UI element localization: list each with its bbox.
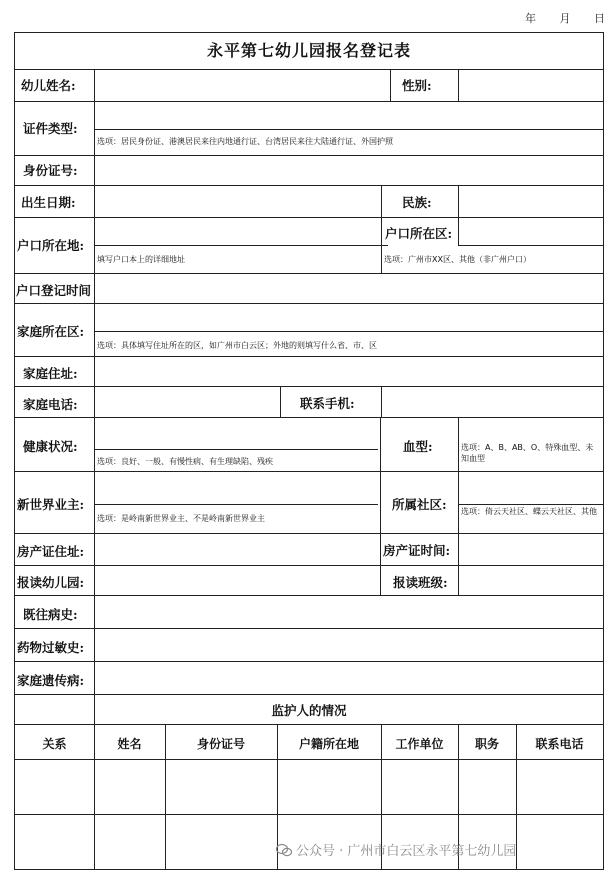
medical-history-label: 既往病史:: [23, 607, 78, 622]
guardian-col-position: 职务: [474, 737, 499, 751]
wechat-icon: [276, 843, 292, 857]
hukou-district-note: 选项：广州市XX区、其他（非广州户口）: [384, 255, 531, 264]
ethnicity-label: 民族:: [402, 195, 432, 210]
col-divider: [458, 533, 459, 595]
owner-label: 新世界业主:: [17, 497, 85, 512]
note-divider: [458, 245, 603, 246]
col-divider: [381, 386, 382, 417]
form-title: 永平第七幼儿园报名登记表: [206, 41, 411, 60]
row-divider: [15, 661, 603, 662]
col-divider: [94, 69, 95, 724]
col-divider: [458, 185, 459, 217]
guardian-col-employer: 工作单位: [395, 737, 444, 751]
owner-note: 选项：是岭南新世界业主、不是岭南新世界业主: [97, 514, 265, 523]
col-divider: [458, 417, 459, 471]
property-time-label: 房产证时间:: [383, 543, 451, 558]
watermark-text: 公众号 · 广州市白云区永平第七幼儿园: [296, 844, 517, 859]
hereditary-label: 家庭遗传病:: [17, 673, 85, 688]
guardian-col-id: 身份证号: [196, 737, 245, 751]
row-divider: [15, 759, 603, 760]
col-divider: [458, 217, 459, 245]
row-divider: [15, 471, 603, 472]
community-note: 选项：倚云天社区、蝶云天社区、其他: [461, 507, 597, 516]
row-divider: [15, 386, 603, 387]
row-divider: [15, 303, 603, 304]
hukou-reg-time-label: 户口登记时间: [16, 283, 92, 298]
health-label: 健康状况:: [23, 439, 78, 454]
row-divider: [15, 595, 603, 596]
drug-allergy-label: 药物过敏史:: [17, 640, 85, 655]
hukou-address-note: 填写户口本上的详细地址: [97, 255, 185, 264]
col-divider: [380, 471, 381, 533]
col-divider: [390, 69, 391, 101]
month-label: 月: [559, 12, 572, 25]
guardian-section-title: 监护人的情况: [271, 703, 347, 718]
col-divider: [380, 417, 381, 471]
guardian-col-relation: 关系: [42, 737, 67, 751]
note-divider: [94, 449, 378, 450]
gender-label: 性别:: [402, 78, 432, 93]
hukou-address-label: 户口所在地:: [17, 238, 85, 253]
home-address-label: 家庭住址:: [23, 366, 78, 381]
col-divider: [380, 533, 381, 595]
col-divider: [280, 386, 281, 417]
note-divider: [94, 504, 378, 505]
row-divider: [15, 217, 603, 218]
guardian-col-name: 姓名: [117, 737, 142, 751]
col-divider: [381, 185, 382, 217]
row-divider: [15, 533, 603, 534]
guardian-col-hukou: 户籍所在地: [298, 737, 359, 751]
birth-date-label: 出生日期:: [21, 195, 76, 210]
home-district-label: 家庭所在区:: [17, 324, 85, 339]
home-district-note: 选项：具体填写住址所在的区，如广州市白云区；外地的则填写什么省、市、区: [97, 341, 377, 350]
row-divider: [15, 69, 603, 70]
note-divider: [94, 331, 603, 332]
row-divider: [15, 101, 603, 102]
row-divider: [15, 273, 603, 274]
row-divider: [15, 356, 603, 357]
registration-form: [14, 32, 604, 870]
col-divider: [458, 471, 459, 533]
child-name-label: 幼儿姓名:: [21, 78, 76, 93]
blood-type-label: 血型:: [403, 439, 433, 454]
health-note: 选项：良好、一般、有慢性病、有生理缺陷、残疾: [97, 457, 273, 466]
col-divider: [458, 69, 459, 101]
year-label: 年: [525, 12, 537, 25]
mobile-label: 联系手机:: [300, 396, 355, 411]
property-address-label: 房产证住址:: [17, 544, 85, 559]
id-type-note: 选项：居民身份证、港澳居民来往内地通行证、台湾居民来往大陆通行证、外国护照: [97, 137, 393, 146]
blood-type-note: 选项：A、B、AB、O、特殊血型、未知血型: [461, 443, 594, 463]
row-divider: [15, 694, 603, 695]
hukou-district-label: 户口所在区:: [385, 226, 453, 241]
row-divider: [15, 185, 603, 186]
row-divider: [15, 814, 603, 815]
note-divider: [94, 129, 603, 130]
guardian-col-phone: 联系电话: [535, 737, 584, 751]
kindergarten-label: 报读幼儿园:: [17, 575, 85, 590]
date-line: [525, 10, 616, 26]
row-divider: [15, 155, 603, 156]
note-divider: [458, 504, 603, 505]
col-divider: [381, 217, 382, 273]
class-label: 报读班级:: [393, 575, 448, 590]
note-divider: [94, 245, 388, 246]
id-type-label: 证件类型:: [23, 121, 78, 136]
row-divider: [15, 628, 603, 629]
row-divider: [15, 565, 603, 566]
id-number-label: 身份证号:: [23, 163, 78, 178]
home-phone-label: 家庭电话:: [23, 397, 78, 412]
community-label: 所属社区:: [392, 497, 447, 512]
row-divider: [15, 417, 603, 418]
row-divider: [15, 724, 603, 725]
watermark: [276, 840, 516, 859]
day-label: 日: [594, 12, 606, 25]
